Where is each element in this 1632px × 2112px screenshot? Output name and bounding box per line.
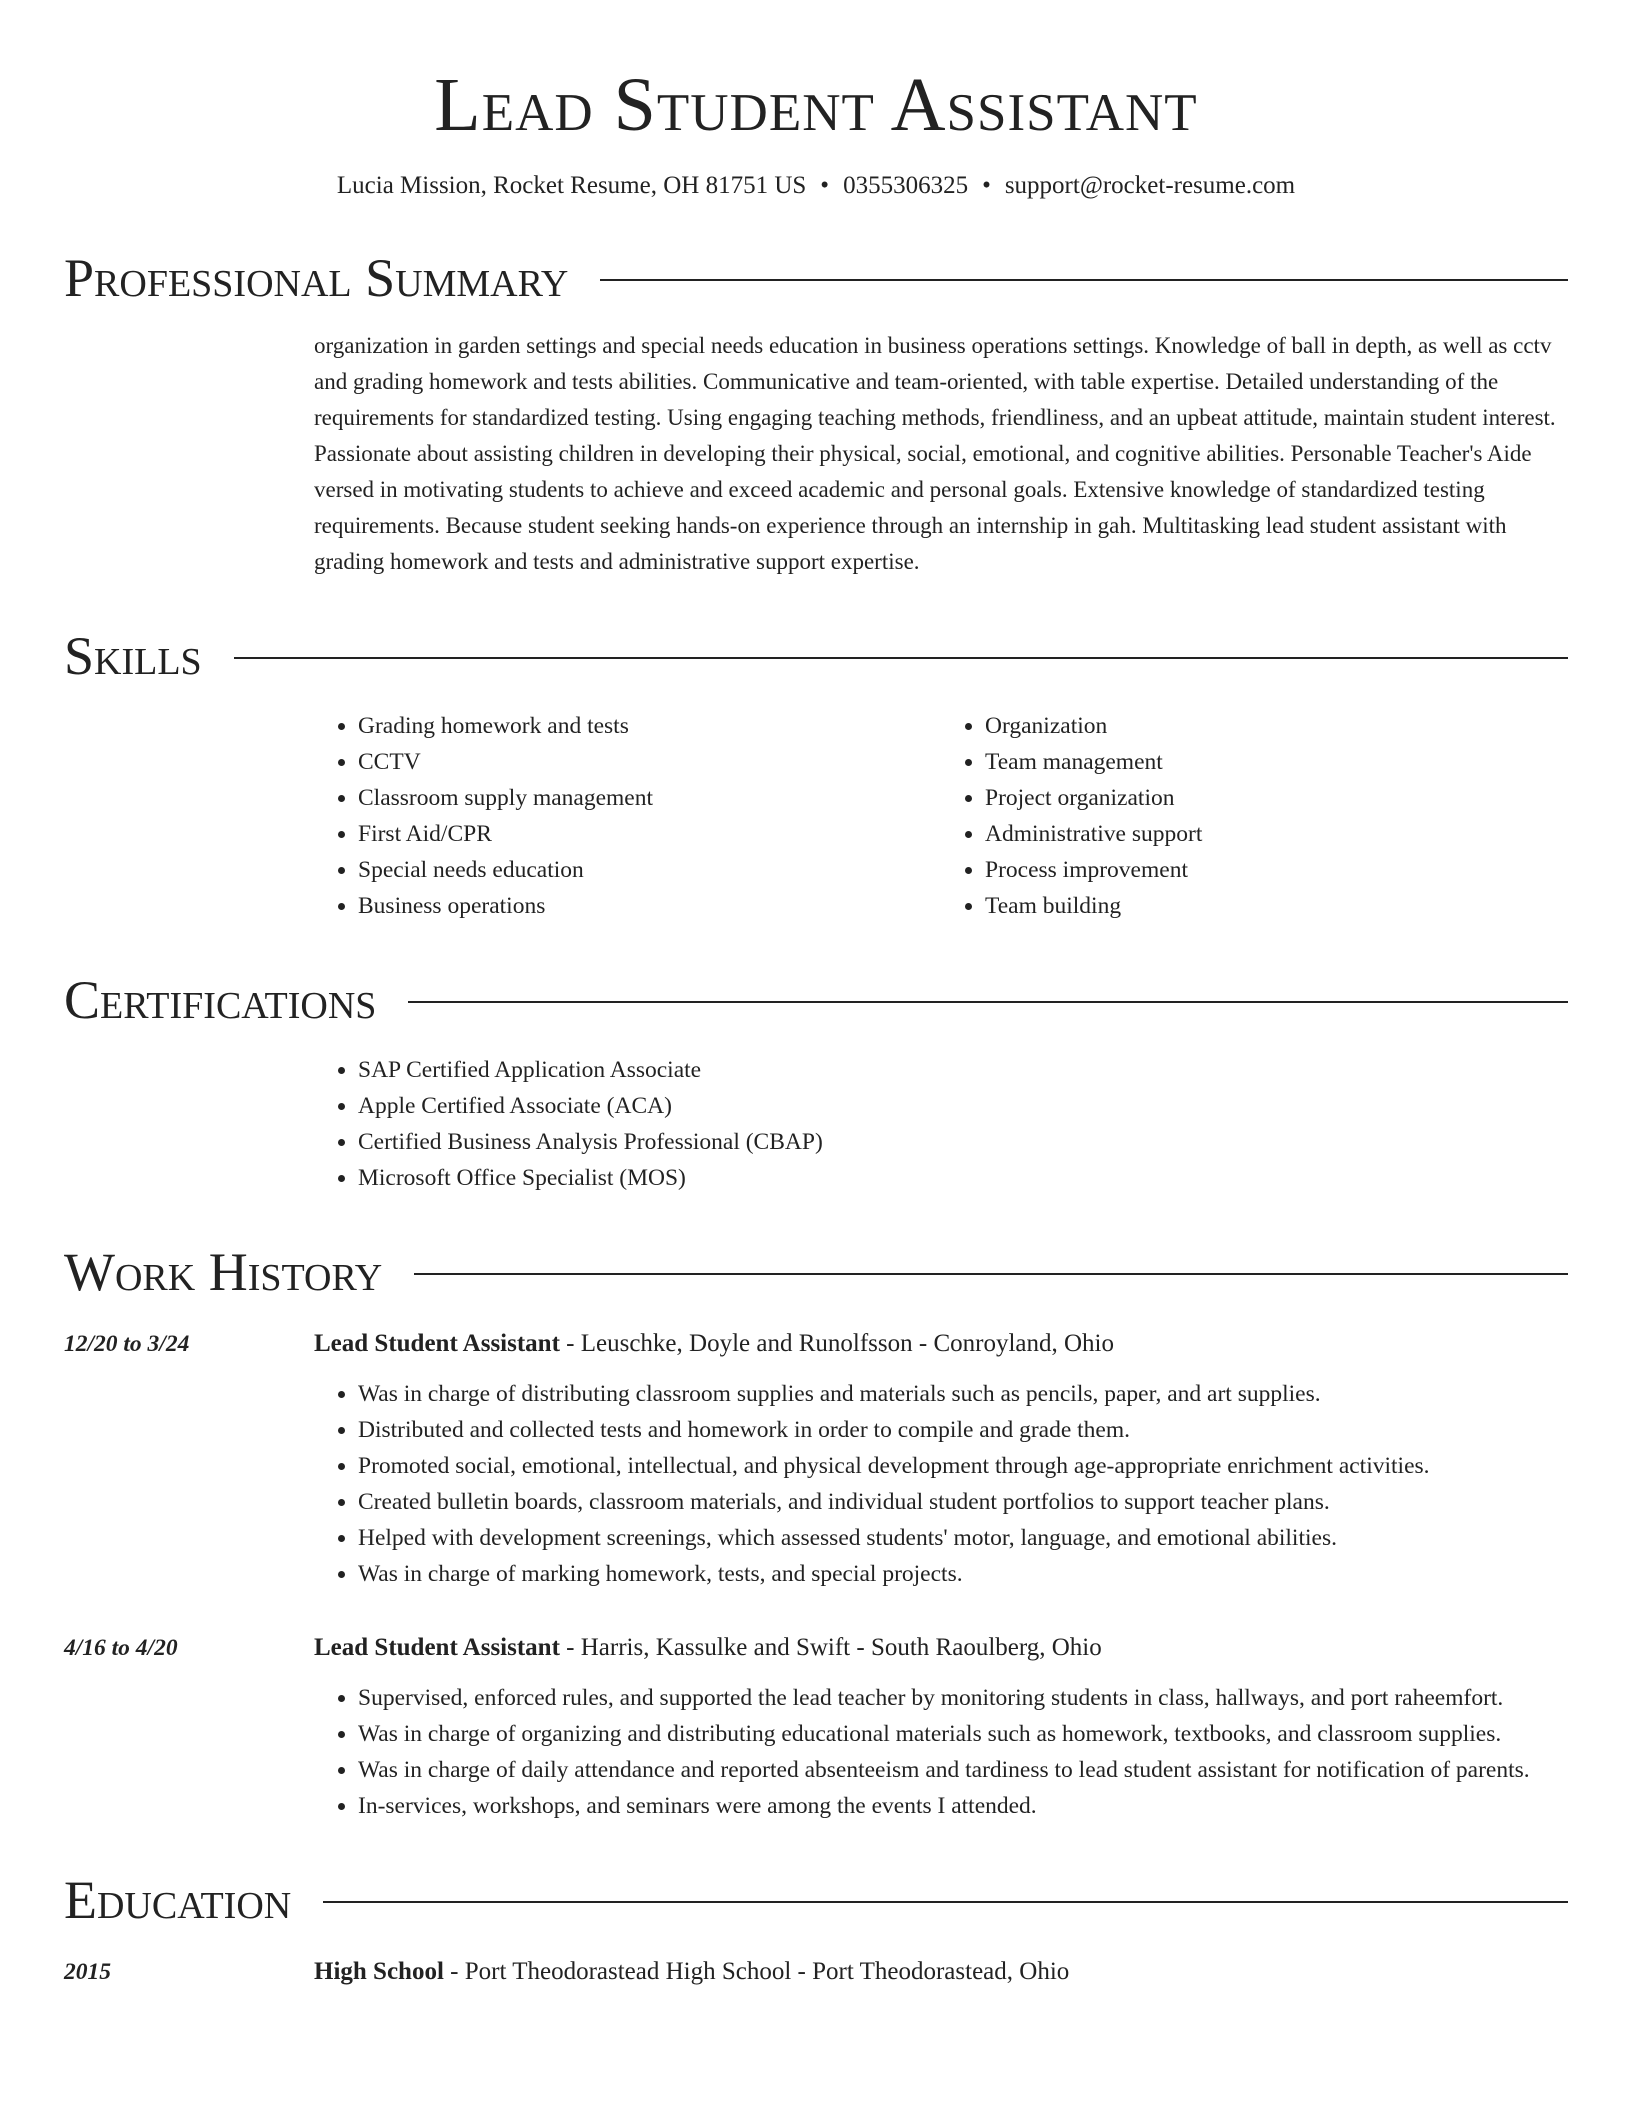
certifications-bullets (314, 1052, 1568, 1196)
job-employer: - Leuschke, Doyle and Runolfsson - Conroyland, Ohio (559, 1330, 1114, 1357)
job-bullet: • Supervised, enforced rules, and supported the lead teacher by monitoring students in class, hallways, and port raheemfort. (358, 1680, 1568, 1716)
contact-separator: • (982, 172, 991, 199)
job-entry (64, 1324, 1568, 1592)
skill-item: • Team management (985, 744, 1568, 780)
certification-item: • SAP Certified Application Associate (358, 1052, 1568, 1088)
work-heading: Work History (64, 1242, 383, 1302)
certification-item: • Microsoft Office Specialist (MOS) (358, 1160, 1568, 1196)
job-bullet: • In-services, workshops, and seminars were among the events I attended. (358, 1788, 1568, 1824)
section-divider (600, 279, 1568, 281)
education-school: - Port Theodorastead High School - Port Theodorastead, Ohio (443, 1958, 1070, 1985)
contact-phone: 0355306325 (843, 172, 969, 199)
job-bullets (314, 1680, 1568, 1824)
job-title: Lead Student Assistant (314, 1634, 560, 1661)
skills-column-left (314, 708, 941, 924)
education-entry (64, 1952, 1568, 1992)
certifications-heading: Certifications (64, 970, 377, 1030)
education-degree: High School (314, 1958, 444, 1985)
job-title-line (314, 1324, 1568, 1364)
skill-item: • Grading homework and tests (358, 708, 941, 744)
section-divider (414, 1273, 1568, 1275)
job-employer: - Harris, Kassulke and Swift - South Raoulberg, Ohio (559, 1634, 1102, 1661)
contact-address: Lucia Mission, Rocket Resume, OH 81751 US (336, 172, 807, 199)
education-year: 2015 (64, 1959, 111, 1985)
skill-item: • Business operations (358, 888, 941, 924)
skill-item: • Classroom supply management (358, 780, 941, 816)
job-bullet: • Distributed and collected tests and homework in order to compile and grade them. (358, 1412, 1568, 1448)
job-dates: 12/20 to 3/24 (64, 1331, 190, 1357)
job-bullet: • Was in charge of marking homework, tests, and special projects. (358, 1556, 1568, 1592)
job-bullet: • Was in charge of distributing classroom supplies and materials such as pencils, paper, and art supplies. (358, 1376, 1568, 1412)
summary-section-header (64, 248, 1568, 308)
skill-item: • First Aid/CPR (358, 816, 941, 852)
contact-email: support@rocket-resume.com (1004, 172, 1296, 199)
job-bullet: • Was in charge of daily attendance and reported absenteeism and tardiness to lead student assistant for notification of parents. (358, 1752, 1568, 1788)
skills-heading: Skills (64, 626, 202, 686)
section-divider (234, 657, 1568, 659)
job-title-line (314, 1628, 1568, 1668)
skills-column-right (941, 708, 1568, 924)
education-heading: Education (64, 1870, 292, 1930)
job-bullet: • Was in charge of organizing and distributing educational materials such as homework, textbooks, and classroom supplies. (358, 1716, 1568, 1752)
summary-text: organization in garden settings and special needs education in business operations settings. Knowledge of ball in depth, as well as cctv and grading homework and tests abilities. Communicative and team-oriented, with table expertise. Detailed understanding of the requirements for standardized testing. Using engaging teaching methods, friendliness, and an upbeat attitude, maintain student interest. Passionate about assisting children in developing their physical, social, emotional, and cognitive abilities. Personable Teacher's Aide versed in motivating students to achieve and exceed academic and personal goals. Extensive knowledge of standardized testing requirements. Because student seeking hands-on experience through an internship in gah. Multitasking lead student assistant with grading homework and tests and administrative support expertise. (314, 333, 1556, 574)
job-entry (64, 1628, 1568, 1824)
job-dates: 4/16 to 4/20 (64, 1635, 178, 1661)
education-section-header (64, 1870, 1568, 1930)
skill-item: • Administrative support (985, 816, 1568, 852)
job-bullets (314, 1376, 1568, 1592)
skill-item: • CCTV (358, 744, 941, 780)
skill-item: • Organization (985, 708, 1568, 744)
section-divider (408, 1001, 1568, 1003)
skill-item: • Process improvement (985, 852, 1568, 888)
certification-item: • Apple Certified Associate (ACA) (358, 1088, 1568, 1124)
education-body (314, 1952, 1568, 1992)
skill-item: • Special needs education (358, 852, 941, 888)
skill-item: • Project organization (985, 780, 1568, 816)
contact-line (64, 170, 1568, 202)
certification-item: • Certified Business Analysis Professional (CBAP) (358, 1124, 1568, 1160)
education-line (314, 1952, 1568, 1992)
contact-separator: • (820, 172, 830, 199)
job-bullet: • Promoted social, emotional, intellectual, and physical development through age-appropriate enrichment activities. (358, 1448, 1568, 1484)
job-body (314, 1324, 1568, 1592)
job-body (314, 1628, 1568, 1824)
job-bullet: • Helped with development screenings, which assessed students' motor, language, and emotional abilities. (358, 1520, 1568, 1556)
work-section-header (64, 1242, 1568, 1302)
skills-list (314, 708, 1568, 924)
job-bullet: • Created bulletin boards, classroom materials, and individual student portfolios to support teacher plans. (358, 1484, 1568, 1520)
summary-heading: Professional Summary (64, 248, 569, 308)
job-title: Lead Student Assistant (314, 1330, 560, 1357)
skills-section-header (64, 626, 1568, 686)
certifications-section-header (64, 970, 1568, 1030)
section-divider (323, 1901, 1568, 1903)
candidate-name: Lead Student Assistant (434, 63, 1198, 147)
skill-item: • Team building (985, 888, 1568, 924)
certifications-list (314, 1052, 1568, 1196)
